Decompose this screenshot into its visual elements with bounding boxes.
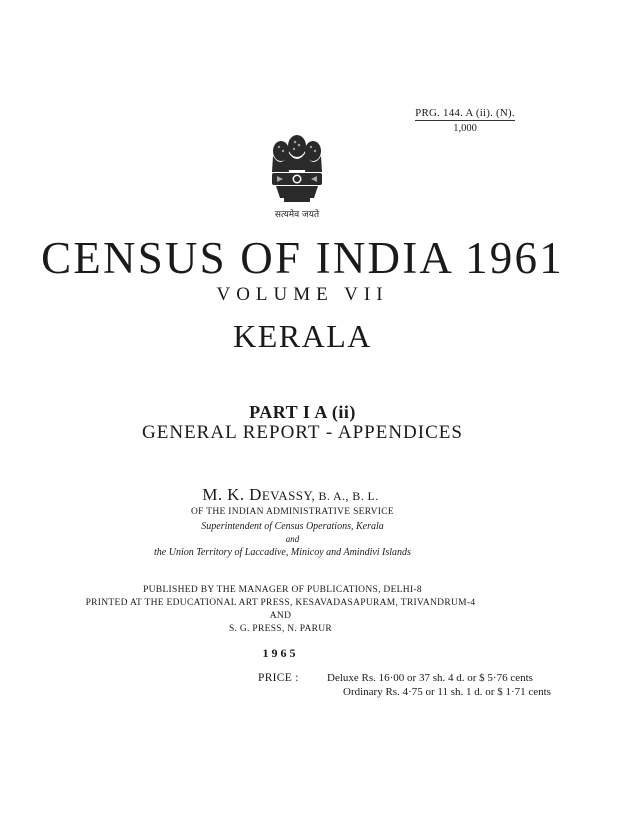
document-title: CENSUS OF INDIA 1961 [41, 233, 564, 283]
author-name-first: M. K. D [202, 485, 262, 504]
reference-block [400, 103, 530, 134]
author-name-rest: EVASSY, [261, 488, 316, 503]
print-run-count: 1,000 [453, 123, 477, 134]
publisher-line: PUBLISHED BY THE MANAGER OF PUBLICATIONS, DELHI-8 [143, 585, 422, 595]
and-connector-2: AND [269, 611, 292, 621]
second-press-line: S. G. PRESS, N. PARUR [228, 624, 333, 634]
reference-code: PRG. 144. A (ii). (N). [415, 107, 515, 119]
state-name: KERALA [233, 318, 372, 354]
volume-number: VOLUME VII [216, 284, 389, 305]
price-deluxe: Deluxe Rs. 16·00 or 37 sh. 4 d. or $ 5·76 cents [327, 672, 533, 684]
report-title: GENERAL REPORT - APPENDICES [142, 422, 463, 443]
price-ordinary: Ordinary Rs. 4·75 or 11 sh. 1 d. or $ 1·71 cents [343, 686, 551, 698]
printer-line: PRINTED AT THE EDUCATIONAL ART PRESS, KESAVADASAPURAM, TRIVANDRUM-4 [85, 598, 476, 608]
publication-year: 1965 [262, 646, 299, 660]
author-name [0, 485, 601, 505]
author-qualifications: B. A., B. L. [315, 489, 379, 503]
national-emblem [250, 126, 344, 226]
and-connector: and [285, 534, 300, 544]
emblem-motto: सत्यमेव जयते [274, 210, 320, 220]
price-label: PRICE : [258, 672, 299, 684]
author-designation: Superintendent of Census Operations, Kerala [201, 521, 384, 532]
union-territory-line: the Union Territory of Laccadive, Minicoy and Amindivi Islands [154, 547, 411, 558]
author-service: OF THE INDIAN ADMINISTRATIVE SERVICE [190, 507, 395, 517]
part-number: PART I A (ii) [249, 402, 356, 422]
